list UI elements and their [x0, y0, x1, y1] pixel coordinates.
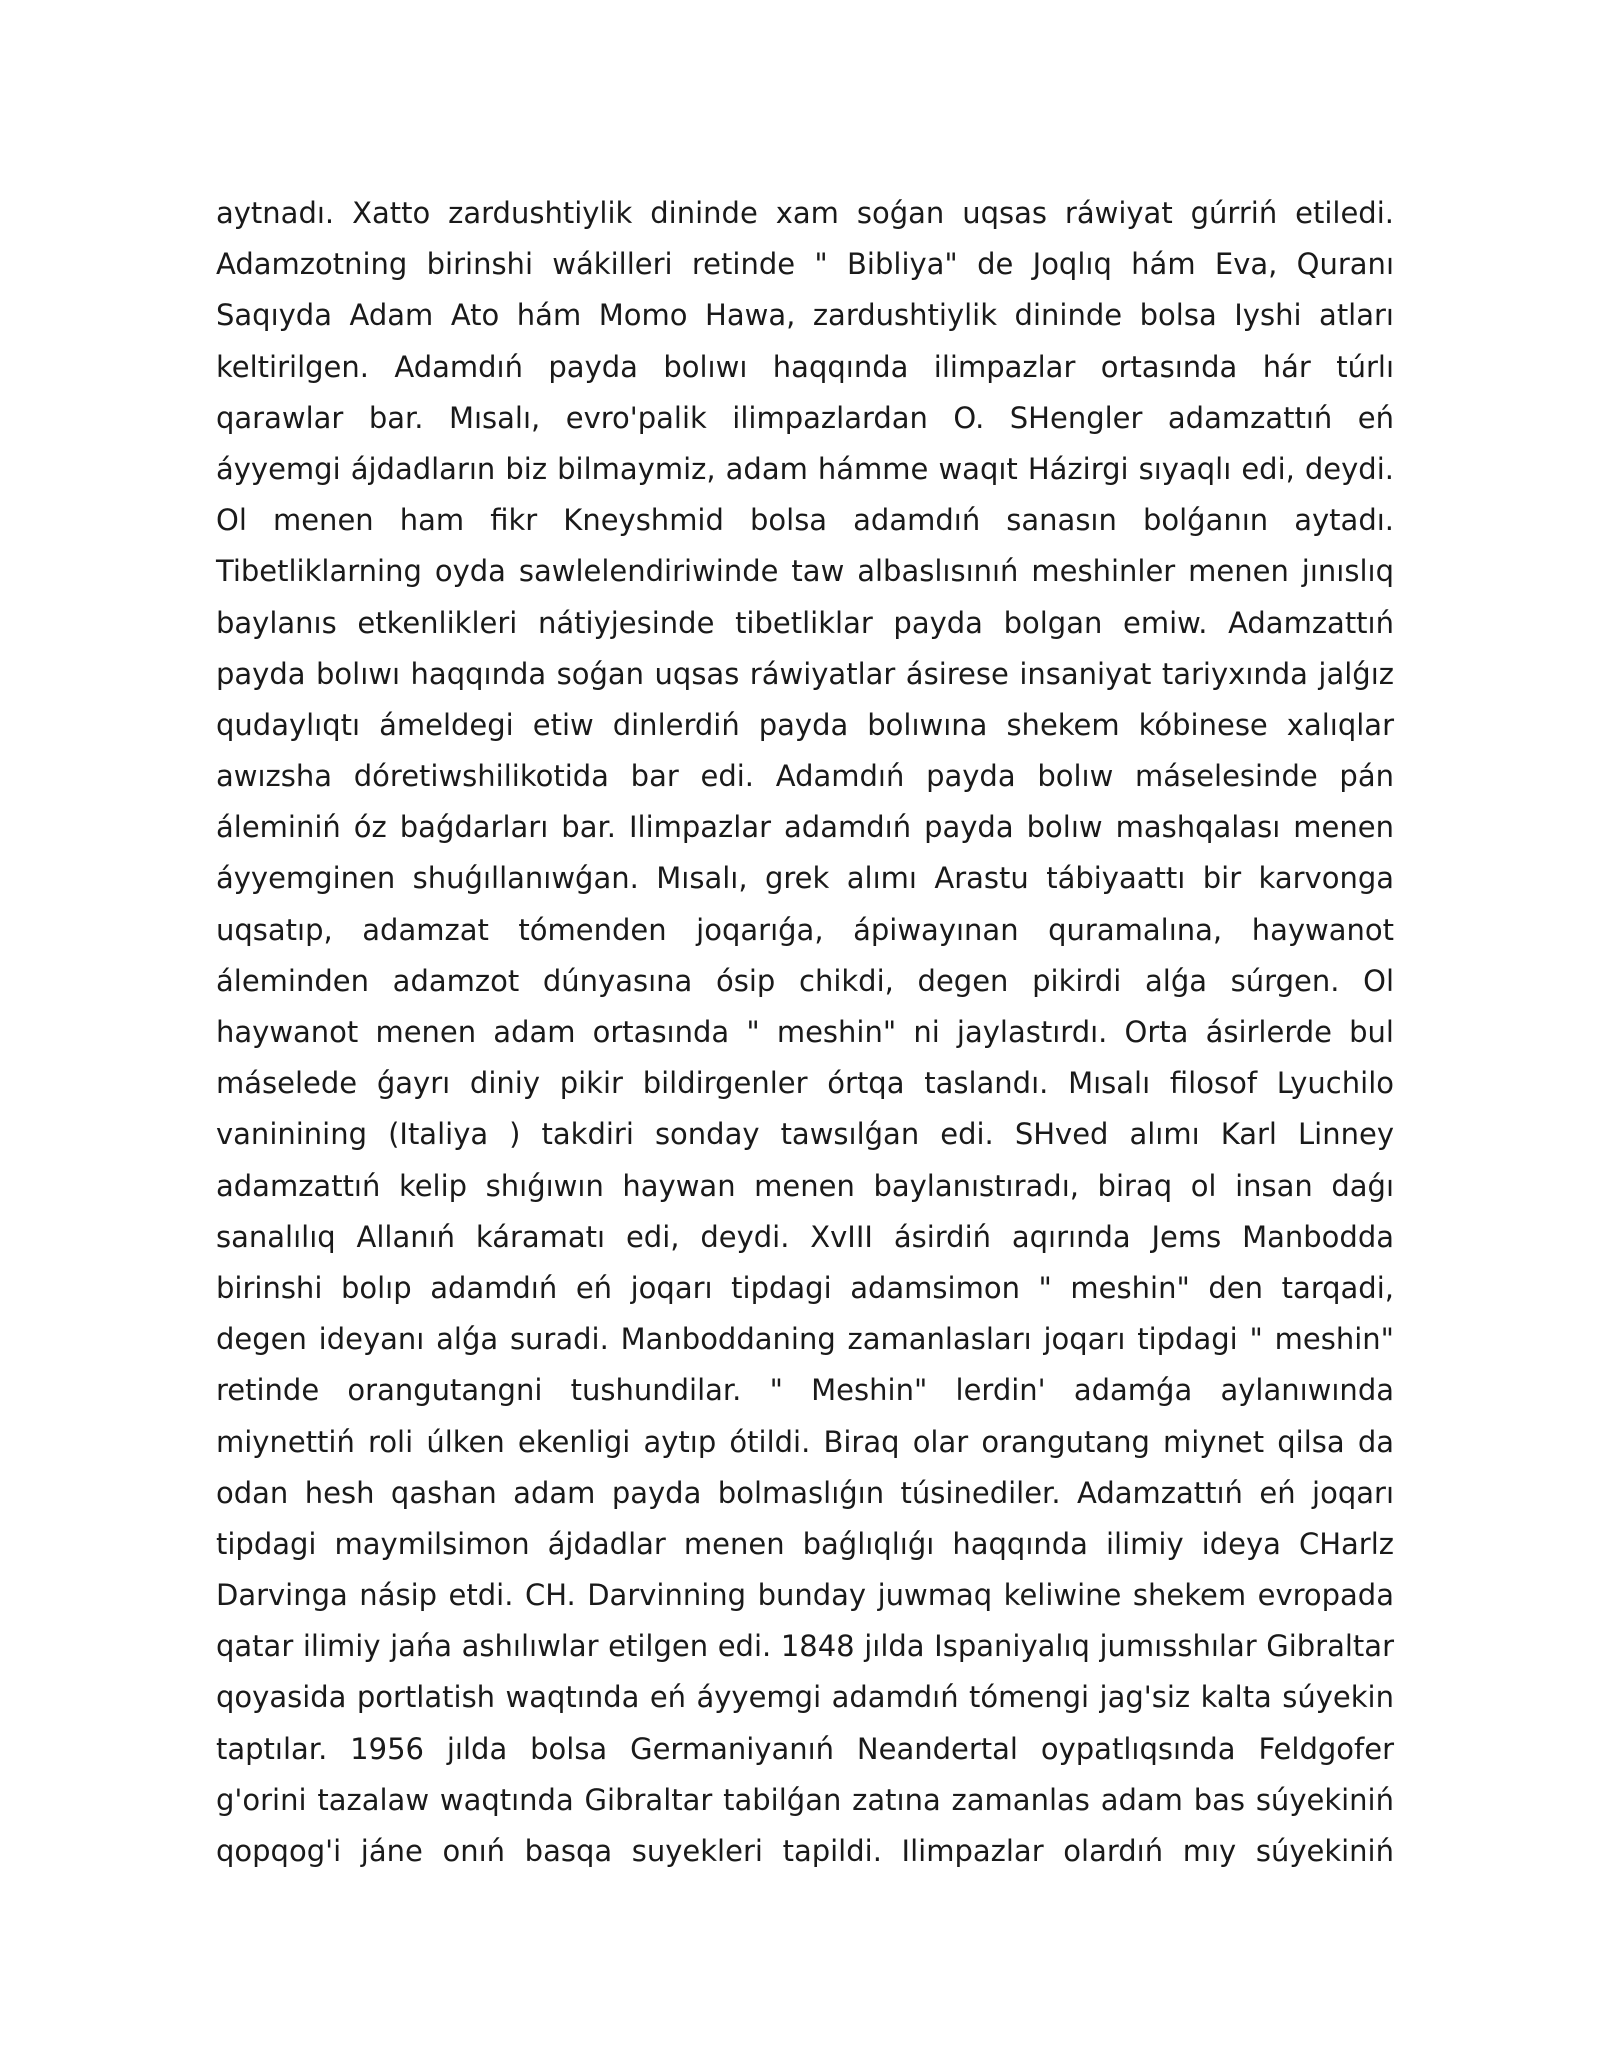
text-line: uqsatıp, adamzat tómenden joqarıǵa, ápiwayınan quramalına, haywanot	[216, 912, 1394, 947]
text-line: qoyasida portlatish waqtında eń áyyemgi adamdıń tómengi jag'siz kalta súyekin	[216, 1680, 1394, 1715]
text-line: g'orini tazalaw waqtında Gibraltar tabilǵan zatına zamanlas adam bas súyekiniń	[216, 1782, 1394, 1817]
text-line: qopqog'i jáne onıń basqa suyekleri tapildi. Ilimpazlar olardıń mıy súyekiniń	[216, 1834, 1394, 1868]
text-line: áleminiń óz baǵdarları bar. Ilimpazlar adamdıń payda bolıw mashqalası menen	[216, 810, 1394, 845]
text-line: miynettiń roli úlken ekenligi aytıp ótildi. Biraq olar orangutang miynet qilsa da	[216, 1424, 1394, 1459]
text-line: aytnadı. Xatto zardushtiylik dininde xam soǵan uqsas ráwiyat gúrriń etiledi.	[216, 196, 1394, 230]
body-text	[216, 188, 1394, 1877]
text-line: máselede ǵayrı diniy pikir bildirgenler órtqa taslandı. Mısalı filosof Lyuchilo	[216, 1066, 1394, 1101]
text-line: payda bolıwı haqqında soǵan uqsas ráwiyatlar ásirese insaniyat tariyxında jalǵız	[216, 656, 1394, 691]
text-line: retinde orangutangni tushundilar. " Meshin" lerdin' adamǵa aylanıwında	[216, 1373, 1394, 1408]
text-line: vaninining (Italiya ) takdiri sonday tawsılǵan edi. SHved alımı Karl Linney	[216, 1117, 1394, 1152]
text-line: Darvinga násip etdi. CH. Darvinning bunday juwmaq keliwine shekem evropada	[216, 1578, 1394, 1613]
text-line: haywanot menen adam ortasında " meshin" ni jaylastırdı. Orta ásirlerde bul	[216, 1015, 1394, 1049]
text-line: taptılar. 1956 jılda bolsa Germaniyanıń Neandertal oypatlıqsında Feldgofer	[216, 1731, 1394, 1766]
text-line: keltirilgen. Adamdıń payda bolıwı haqqında ilimpazlar ortasında hár túrlı	[216, 349, 1394, 384]
text-line: adamzattıń kelip shıǵıwın haywan menen baylanıstıradı, biraq ol insan daǵı	[216, 1168, 1394, 1203]
text-line: áyyemginen shuǵıllanıwǵan. Mısalı, grek alımı Arastu tábiyaattı bir karvonga	[216, 861, 1394, 896]
text-line: qatar ilimiy jańa ashılıwlar etilgen edi. 1848 jılda Ispaniyalıq jumısshılar Gibraltar	[216, 1629, 1394, 1664]
text-line: sanalılıq Allanıń káramatı edi, deydi. XvIII ásirdiń aqırında Jems Manbodda	[216, 1219, 1394, 1254]
text-line: odan hesh qashan adam payda bolmaslıǵın túsinediler. Adamzattıń eń joqarı	[216, 1475, 1394, 1510]
text-line: Saqıyda Adam Ato hám Momo Hawa, zardushtiylik dininde bolsa Iyshi atları	[216, 298, 1394, 333]
text-line: Adamzotning birinshi wákilleri retinde " Bibliya" de Joqlıq hám Eva, Quranı	[216, 247, 1394, 282]
text-line: birinshi bolıp adamdıń eń joqarı tipdagi adamsimon " meshin" den tarqadi,	[216, 1270, 1394, 1305]
text-line: Tibetliklarning oyda sawlelendiriwinde taw albaslısınıń meshinler menen jınıslıq	[216, 554, 1394, 589]
text-line: qudaylıqtı ámeldegi etiw dinlerdiń payda bolıwına shekem kóbinese xalıqlar	[216, 707, 1394, 742]
text-line: baylanıs etkenlikleri nátiyjesinde tibetliklar payda bolgan emiw. Adamzattıń	[216, 605, 1394, 640]
text-line: awızsha dóretiwshilikotida bar edi. Adamdıń payda bolıw máselesinde pán	[216, 759, 1394, 794]
text-line: áleminden adamzot dúnyasına ósip chikdi, degen pikirdi alǵa súrgen. Ol	[216, 963, 1394, 998]
text-line: áyyemgi ájdadların biz bilmaymiz, adam hámme waqıt Házirgi sıyaqlı edi, deydi.	[216, 451, 1394, 486]
text-line: degen ideyanı alǵa suradi. Manboddaning zamanlasları joqarı tipdagi " meshin"	[216, 1322, 1394, 1357]
text-line: tipdagi maymilsimon ájdadlar menen baǵlıqlıǵı haqqında ilimiy ideya CHarlz	[216, 1526, 1394, 1561]
text-line: qarawlar bar. Mısalı, evro'palik ilimpazlardan O. SHengler adamzattıń eń	[216, 400, 1394, 435]
text-line: Ol menen ham fikr Kneyshmid bolsa adamdıń sanasın bolǵanın aytadı.	[216, 503, 1394, 538]
